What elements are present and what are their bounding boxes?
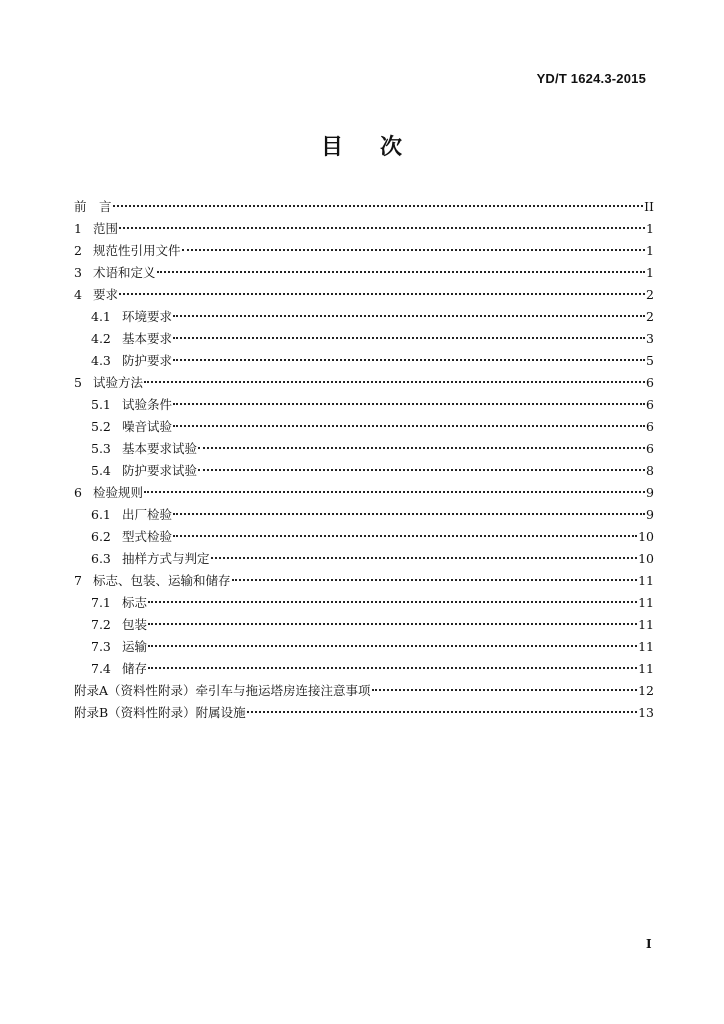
- toc-entry-title: 噪音试验: [122, 419, 173, 434]
- toc-dot-leader: [182, 249, 645, 251]
- toc-entry-page: 11: [638, 595, 654, 610]
- toc-entry-title: 防护要求: [122, 353, 173, 368]
- toc-entry-page: 10: [638, 551, 654, 566]
- toc-entry-title: 试验条件: [122, 397, 173, 412]
- toc-entry-page: 6: [646, 441, 654, 456]
- toc-entry-title: 范围: [93, 221, 119, 236]
- toc-entry-number: 2: [74, 243, 82, 258]
- toc-entry[interactable]: [74, 592, 654, 614]
- toc-dot-leader: [198, 469, 645, 471]
- toc-dot-leader: [173, 535, 637, 537]
- toc-entry[interactable]: [74, 460, 654, 482]
- toc-entry-page: 11: [638, 661, 654, 676]
- toc-entry-page: 3: [646, 331, 654, 346]
- toc-entry-page: 6: [646, 375, 654, 390]
- toc-entry[interactable]: [74, 196, 654, 218]
- toc-entry-page: 1: [646, 265, 654, 280]
- toc-entry-number: 4.3: [91, 353, 111, 368]
- toc-entry[interactable]: [74, 438, 654, 460]
- toc-entry-page: 5: [646, 353, 654, 368]
- toc-dot-leader: [144, 381, 645, 383]
- toc-entry-page: 12: [638, 683, 654, 698]
- toc-entry-title: 基本要求试验: [122, 441, 198, 456]
- toc-entry[interactable]: [74, 350, 654, 372]
- toc-entry[interactable]: [74, 702, 654, 724]
- toc-entry-title: 包装: [122, 617, 148, 632]
- toc-entry-title: 标志、包装、运输和储存: [93, 573, 231, 588]
- toc-entry[interactable]: [74, 284, 654, 306]
- toc-entry-number: 5: [74, 375, 82, 390]
- toc-entry-title: 型式检验: [122, 529, 173, 544]
- toc-dot-leader: [372, 689, 638, 691]
- toc-dot-leader: [113, 205, 644, 207]
- toc-dot-leader: [148, 667, 637, 669]
- table-of-contents: [74, 196, 654, 724]
- toc-entry-number: 4: [74, 287, 82, 302]
- toc-dot-leader: [173, 425, 645, 427]
- toc-dot-leader: [148, 645, 637, 647]
- toc-dot-leader: [247, 711, 637, 713]
- toc-entry-number: 5.2: [91, 419, 111, 434]
- toc-dot-leader: [144, 491, 645, 493]
- toc-dot-leader: [173, 513, 645, 515]
- toc-dot-leader: [173, 403, 645, 405]
- toc-entry[interactable]: [74, 658, 654, 680]
- toc-entry-number: 5.3: [91, 441, 111, 456]
- toc-entry-page: 10: [638, 529, 654, 544]
- toc-entry-number: 7.1: [91, 595, 111, 610]
- toc-entry-number: 6.2: [91, 529, 111, 544]
- toc-entry-page: 13: [638, 705, 654, 720]
- toc-title: [0, 130, 724, 161]
- toc-dot-leader: [119, 293, 645, 295]
- toc-dot-leader: [148, 623, 637, 625]
- toc-entry[interactable]: [74, 262, 654, 284]
- toc-entry-title: 出厂检验: [122, 507, 173, 522]
- toc-entry-title: 附录B（资料性附录）附属设施: [74, 705, 246, 720]
- toc-entry-number: 7.3: [91, 639, 111, 654]
- toc-entry-page: 11: [638, 573, 654, 588]
- toc-entry-page: 1: [646, 221, 654, 236]
- toc-entry-title: 术语和定义: [93, 265, 156, 280]
- toc-entry[interactable]: [74, 394, 654, 416]
- toc-entry-page: 11: [638, 617, 654, 632]
- toc-entry-page: 2: [646, 309, 654, 324]
- toc-entry-title: 要求: [93, 287, 119, 302]
- toc-title-char-2: 次: [380, 134, 404, 160]
- toc-entry[interactable]: [74, 636, 654, 658]
- toc-entry-number: 1: [74, 221, 82, 236]
- toc-entry-number: 7.2: [91, 617, 111, 632]
- page-number: I: [646, 937, 652, 951]
- toc-entry[interactable]: [74, 570, 654, 592]
- toc-entry-title: 前 言: [74, 199, 112, 214]
- toc-entry-page: 11: [638, 639, 654, 654]
- toc-entry-title: 抽样方式与判定: [122, 551, 210, 566]
- toc-entry-page: 6: [646, 419, 654, 434]
- toc-entry[interactable]: [74, 548, 654, 570]
- toc-dot-leader: [173, 337, 645, 339]
- toc-entry[interactable]: [74, 328, 654, 350]
- toc-entry-number: 5.1: [91, 397, 111, 412]
- toc-entry-title: 规范性引用文件: [93, 243, 181, 258]
- toc-entry-page: II: [644, 199, 654, 214]
- toc-entry-page: 1: [646, 243, 654, 258]
- toc-entry-title: 试验方法: [93, 375, 144, 390]
- toc-entry[interactable]: [74, 482, 654, 504]
- toc-entry-number: 7.4: [91, 661, 111, 676]
- toc-entry-title: 附录A（资料性附录）牵引车与拖运塔房连接注意事项: [74, 683, 371, 698]
- toc-entry-title: 储存: [122, 661, 148, 676]
- toc-entry[interactable]: [74, 372, 654, 394]
- toc-dot-leader: [173, 315, 645, 317]
- toc-entry-page: 9: [646, 485, 654, 500]
- toc-entry-number: 6.1: [91, 507, 111, 522]
- toc-dot-leader: [198, 447, 645, 449]
- toc-entry-number: 4.2: [91, 331, 111, 346]
- toc-entry-title: 标志: [122, 595, 148, 610]
- toc-entry-title: 检验规则: [93, 485, 144, 500]
- toc-entry[interactable]: [74, 306, 654, 328]
- toc-dot-leader: [232, 579, 638, 581]
- toc-title-char-1: 目: [320, 134, 344, 160]
- toc-entry-page: 2: [646, 287, 654, 302]
- toc-entry-number: 7: [74, 573, 82, 588]
- toc-dot-leader: [119, 227, 645, 229]
- toc-entry[interactable]: [74, 416, 654, 438]
- toc-entry[interactable]: [74, 614, 654, 636]
- toc-dot-leader: [173, 359, 645, 361]
- toc-entry[interactable]: [74, 218, 654, 240]
- toc-dot-leader: [211, 557, 638, 559]
- standard-code: YD/T 1624.3-2015: [536, 71, 646, 86]
- toc-entry-number: 6.3: [91, 551, 111, 566]
- toc-entry-page: 6: [646, 397, 654, 412]
- toc-entry-title: 运输: [122, 639, 148, 654]
- toc-entry-title: 基本要求: [122, 331, 173, 346]
- toc-entry-number: 4.1: [91, 309, 111, 324]
- toc-entry-number: 6: [74, 485, 82, 500]
- toc-entry-number: 3: [74, 265, 82, 280]
- toc-entry-page: 9: [646, 507, 654, 522]
- toc-entry-page: 8: [646, 463, 654, 478]
- toc-entry[interactable]: [74, 526, 654, 548]
- toc-dot-leader: [148, 601, 637, 603]
- toc-entry-title: 防护要求试验: [122, 463, 198, 478]
- toc-entry[interactable]: [74, 240, 654, 262]
- toc-entry-number: 5.4: [91, 463, 111, 478]
- toc-dot-leader: [157, 271, 645, 273]
- toc-entry[interactable]: [74, 504, 654, 526]
- toc-entry-title: 环境要求: [122, 309, 173, 324]
- toc-entry[interactable]: [74, 680, 654, 702]
